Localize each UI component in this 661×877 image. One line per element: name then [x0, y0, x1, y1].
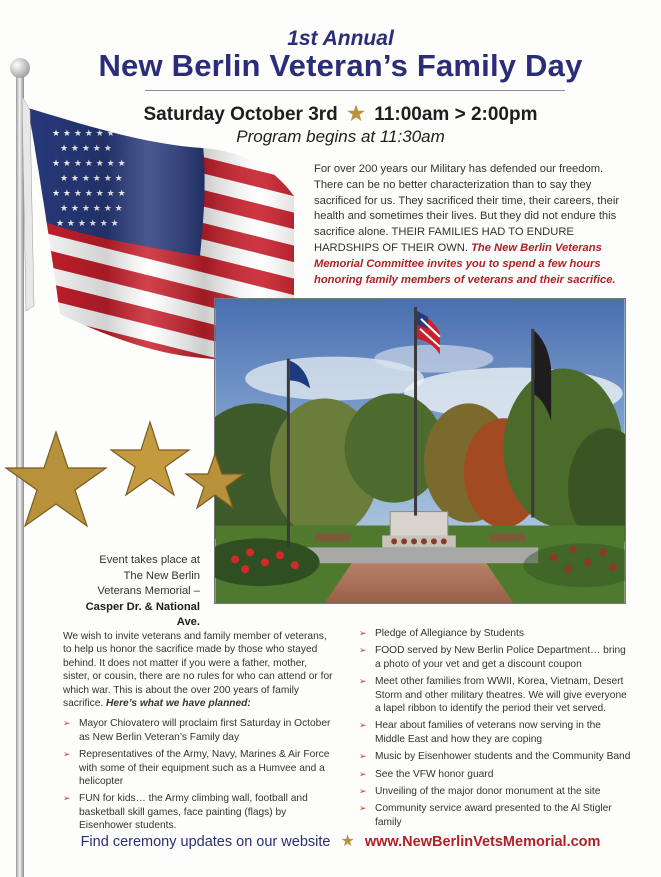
- intro-text: [314, 162, 626, 288]
- list-item: ➢ Mayor Chiovatero will proclaim first Saturday in October as New Berlin Veteran’s Family day: [63, 717, 335, 744]
- planned-list-right: [359, 627, 631, 829]
- list-item: ➢ Community service award presented to the Al Stigler family: [359, 802, 631, 829]
- gold-star-icon: [6, 432, 106, 526]
- location-line-2: The New Berlin: [123, 569, 200, 582]
- planned-heading: Here’s what we have planned:: [106, 698, 251, 710]
- program-start: Program begins at 11:30am: [236, 127, 445, 146]
- intro-paragraph: For over 200 years our Military has defended our freedom. There can be no better characterization than to say they sacrificed for us. They sacrificed their time, their careers, their health and sometimes their lives. But they did not endure this sacrifice alone. THEIR FAMILIES HAD TO ENDURE HARDSHIPS OF THEIR OWN.: [314, 163, 620, 254]
- list-item: ➢ Pledge of Allegiance by Students: [359, 627, 631, 640]
- memorial-photo: [214, 298, 626, 604]
- title-divider: [145, 90, 565, 91]
- left-column: [63, 630, 335, 837]
- event-date: Saturday October 3rd: [143, 104, 338, 125]
- event-time: 11:00am > 2:00pm: [374, 104, 538, 125]
- list-item: ➢ Meet other families from WWII, Korea, Vietnam, Desert Storm and other military theatres. We will give everyone a lapel ribbon to identify the period their vet served.: [359, 675, 631, 715]
- intro-invitation: The New Berlin Veterans Memorial Committee invites you to spend a few hours honoring family members of veterans and their sacrifice.: [314, 241, 616, 286]
- star-icon: ★: [340, 833, 355, 850]
- right-column: [359, 627, 631, 833]
- footer: [0, 831, 661, 851]
- list-item: ➢ FUN for kids… the Army climbing wall, football and basketball skill games, face painting (flags) by Eisenhower students.: [63, 792, 335, 832]
- list-item: ➢ Hear about families of veterans now serving in the Middle East and how they are coping: [359, 719, 631, 746]
- date-time-line: [0, 101, 661, 126]
- list-item: ➢ See the VFW honor guard: [359, 768, 631, 781]
- list-item: ➢ Representatives of the Army, Navy, Marines & Air Force with some of their equipment such as a Humvee and a helicopter: [63, 748, 335, 788]
- event-location: [60, 553, 200, 631]
- location-line-1: Event takes place at: [99, 554, 200, 566]
- website-link[interactable]: www.NewBerlinVetsMemorial.com: [364, 834, 601, 850]
- planned-list-left: [63, 717, 335, 832]
- page-title: New Berlin Veteran’s Family Day: [98, 48, 583, 83]
- list-item: ➢ Music by Eisenhower students and the Community Band: [359, 750, 631, 763]
- invitation-paragraph: [63, 630, 335, 710]
- star-icon: ★: [347, 103, 365, 125]
- list-item: ➢ Unveiling of the major donor monument at the site: [359, 785, 631, 798]
- list-item: ➢ FOOD served by New Berlin Police Department… bring a photo of your vet and get a discount coupon: [359, 644, 631, 671]
- gold-star-icon: [111, 422, 189, 495]
- annual-label: 1st Annual: [287, 27, 394, 50]
- gold-star-icon: [186, 454, 244, 508]
- gold-stars-decoration: [0, 412, 260, 557]
- location-address: Casper Dr. & National Ave.: [85, 600, 200, 629]
- invitation-text: We wish to invite veterans and family member of veterans, to help us honor the sacrifice made by those who stayed behind. It does not matter if you were a father, mother, sister, or cousin, there are no rules for who can attend or for which war. This is about the over 200 years of family sacrifice.: [63, 631, 333, 710]
- footer-text: Find ceremony updates on our website: [80, 834, 331, 850]
- location-line-3: Veterans Memorial –: [97, 585, 200, 598]
